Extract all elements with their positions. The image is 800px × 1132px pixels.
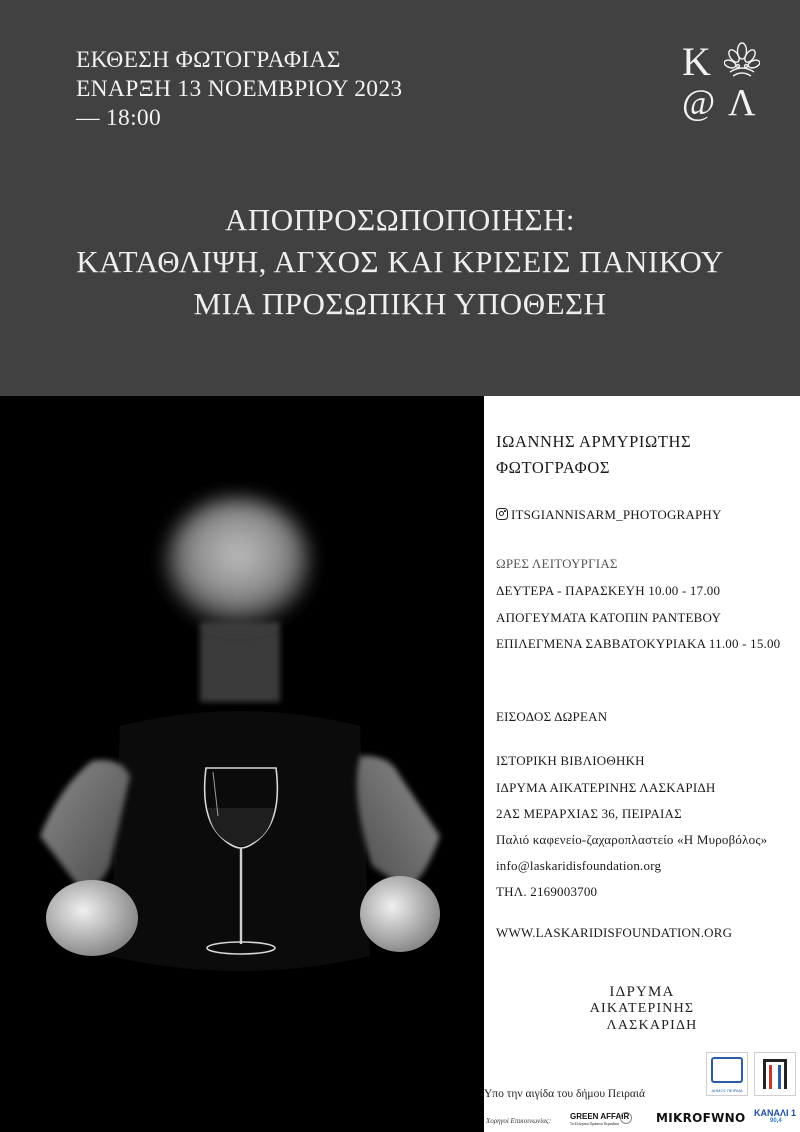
dimos-label: ΔΗΜΟΣ ΠΕΙΡΑΙΑ: [711, 1088, 743, 1093]
logo-letter-l: Λ: [728, 82, 756, 124]
foundation-line-2: ΑΙΚΑΤΕΡΙΝΗΣ: [589, 1001, 695, 1016]
header-band: [0, 0, 800, 396]
venue-phone: ΤΗΛ. 2169003700: [496, 884, 598, 899]
hours-weekdays: ΔΕΥΤΕΡΑ - ΠΑΡΑΣΚΕΥΗ 10.00 - 17.00: [496, 583, 721, 598]
event-opening-date: ΕΝΑΡΞΗ 13 ΝΟΕΜΒΡΙΟΥ 2023: [76, 76, 403, 102]
aegis-text: Υπο την αιγίδα του δήμου Πειραιά: [484, 1088, 646, 1100]
logo-letter-k: Κ: [682, 39, 711, 84]
dimos-peiraia-logo: [706, 1052, 748, 1096]
green-affair-name: GREEN AFFAIR: [570, 1112, 630, 1121]
hours-weekends: ΕΠΙΛΕΓΜΕΝΑ ΣΑΒΒΑΤΟΚΥΡΙΑΚΑ 11.00 - 15.00: [496, 636, 781, 651]
green-affair-subtitle: Το Ελληνικό Πράσινο Περιοδικό: [570, 1122, 619, 1126]
artist-role: ΦΩΤΟΓΡΑΦΟΣ: [496, 458, 611, 477]
kanali-name: ΚΑΝΑΛΙ 1: [754, 1108, 797, 1118]
hours-heading: ΩΡΕΣ ΛΕΙΤΟΥΡΓΙΑΣ: [496, 556, 618, 571]
info-panel: [484, 396, 800, 1132]
logo-at: @: [682, 82, 716, 122]
title-line-3: ΜΙΑ ΠΡΟΣΩΠΙΚΗ ΥΠΟΘΕΣΗ: [193, 286, 607, 321]
foundation-line-1: ΙΔΡΥΜΑ: [609, 984, 675, 1000]
kanali-frequency: 90,4: [770, 1118, 782, 1124]
pi-logo: [754, 1052, 796, 1096]
free-entry: ΕΙΣΟΔΟΣ ΔΩΡΕΑΝ: [496, 709, 608, 724]
venue-line-2: ΙΔΡΥΜΑ ΑΙΚΑΤΕΡΙΝΗΣ ΛΑΣΚΑΡΙΔΗ: [496, 780, 716, 795]
venue-address: 2ΑΣ ΜΕΡΑΡΧΙΑΣ 36, ΠΕΙΡΑΙΑΣ: [496, 806, 682, 821]
hours-afternoons: ΑΠΟΓΕΥΜΑΤΑ ΚΑΤΟΠΙΝ ΡΑΝΤΕΒΟΥ: [496, 610, 722, 625]
sponsor-round-icon: [620, 1112, 632, 1124]
title-line-2: ΚΑΤΑΘΛΙΨΗ, ΑΓΧΟΣ ΚΑΙ ΚΡΙΣΕΙΣ ΠΑΝΙΚΟΥ: [76, 244, 724, 279]
title-line-1: ΑΠΟΠΡΟΣΩΠΟΠΟΙΗΣΗ:: [224, 202, 576, 237]
foundation-line-3: ΛΑΣΚΑΡΙΔΗ: [606, 1018, 698, 1033]
artist-name: ΙΩΑΝΝΗΣ ΑΡΜΥΡΙΩΤΗΣ: [496, 432, 692, 451]
venue-email[interactable]: info@laskaridisfoundation.org: [496, 858, 662, 873]
kl-logo: [676, 40, 766, 124]
exhibition-photo: [0, 396, 484, 1132]
kanali-1-logo: [754, 1108, 797, 1124]
photo-illustration: [0, 396, 484, 1132]
venue-location: Παλιό καφενείο-ζαχαροπλαστείο «Η Μυροβόλος»: [496, 832, 768, 847]
flower-icon: [724, 42, 760, 80]
sponsors-label: Χορηγοί Επικοινωνίας:: [486, 1117, 552, 1125]
exhibition-title: [0, 199, 800, 325]
mikrofwno-logo: MIKROFWNO: [656, 1111, 746, 1125]
venue-website[interactable]: WWW.LASKARIDISFOUNDATION.ORG: [496, 925, 733, 940]
event-info: [76, 46, 402, 133]
instagram-icon: [496, 508, 508, 520]
instagram-handle[interactable]: ITSGIANNISARM_PHOTOGRAPHY: [511, 507, 722, 522]
event-type: ΕΚΘΕΣΗ ΦΩΤΟΓΡΑΦΙΑΣ: [76, 47, 341, 73]
venue-line-1: ΙΣΤΟΡΙΚΗ ΒΙΒΛΙΟΘΗΚΗ: [496, 753, 645, 768]
event-time: — 18:00: [76, 105, 162, 131]
